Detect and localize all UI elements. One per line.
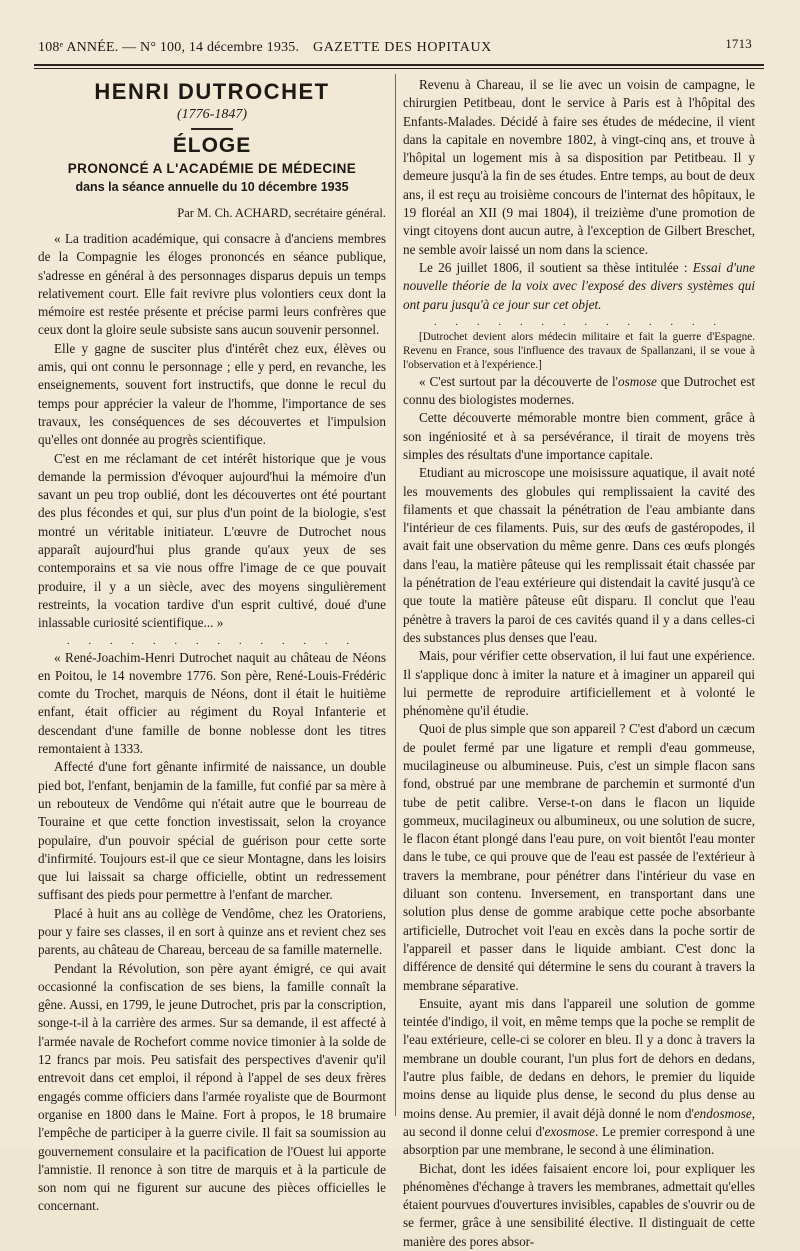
- article-title: HENRI DUTROCHET: [94, 79, 330, 104]
- article-subheading: PRONONCÉ A L'ACADÉMIE DE MÉDECINE: [67, 161, 357, 176]
- text-run: Ensuite, ayant mis dans l'appareil une solution de gomme teintée d'indigo, il voit, en même temps que la poche se remplit de l'eau extérieure, celle-ci se colorer en bleu. Il y a donc à travers la membrane un double courant, l'un plus fort de dehors en dedans, l'autre plus faible, de dedans en dehors, le premier du liquide moins dense au liquide plus dense, le second du plus dense au moins dense. Au premier, il avait déjà donné le nom d': [403, 995, 755, 1121]
- publication-name: GAZETTE DES HOPITAUX: [313, 40, 492, 55]
- section-dots: . . . . . . . . . . . . . .: [433, 315, 725, 328]
- term-endosmose: endosmose: [693, 1105, 752, 1121]
- column-separator: [395, 74, 396, 1116]
- text-run: . Le premier correspond à une absorption par une membrane, le second à une élimination.: [403, 1123, 755, 1158]
- right-column: [403, 76, 755, 1251]
- article-heading: ÉLOGE: [172, 134, 252, 157]
- page-number: 1713: [725, 36, 752, 51]
- issue-info: 108ᵉ ANNÉE. — N° 100, 14 décembre 1935.: [38, 40, 300, 55]
- paragraph: Quoi de plus simple que son appareil ? C'est d'abord un cæcum de poulet fermé par une ligature et rempli d'eau gommeuse, mucilagineuse ou albumineuse. Puis, c'est un simple flacon sans fond, obstrué par une membrane de parchemin et surmonté d'un tube de petit calibre. Verse-t-on dans le flacon un liquide gommeux, mucilagineux ou albumineux, ou une solution de sucre, le flacon étant plongé dans l'eau pure, on voit bientôt l'eau monter dans le tube, ce qui prouve que de l'eau est passée de l'extérieur à travers la membrane, pour pénétrer dans l'intérieur du vase en diluant son contenu. Inversement, en transportant dans une solution plus dense de gomme arabique cette poche absorbante artificielle, Dutrochet voit l'eau en excès dans la poche sortir de l'appareil et passer dans le liquide ambiant. C'est donc la différence de densité qui détermine le sens du courant à travers la membrane séparative.: [403, 721, 755, 993]
- text-run: , au second il donne celui d': [403, 1105, 755, 1139]
- paragraph: Cette découverte mémorable montre bien comment, grâce à son ingéniosité et à sa persévérance, il tirait de moyens très simples des résultats d'une importance capitale.: [403, 410, 755, 462]
- paragraph: Pendant la Révolution, son père ayant émigré, ce qui avait occasionné la confiscation de ses biens, la famille connaît la gêne. Aussi, en 1799, le jeune Dutrochet, pris par la conscription, songe-t-il à la carrière des armes. Sur sa demande, il est affecté à l'armée navale de Rochefort comme novice timonier à la solde de 12 francs par mois. Peu satisfait des perspectives d'avenir qu'il entrevoit dans cet emploi, il répond à l'appel de ses deux frères engagés comme officiers dans l'armée royaliste que de Bourmont organise en 1800 dans le Maine. Fort à propos, le 18 brumaire l'empêche de participer à la guerre civile. Il fait sa soumission au gouvernement consulaire et la pacification de l'Ouest lui apporte l'amnistie. Il renonce à son titre de marquis et à la particule de son nom qui ne figurent sur aucune des pièces officielles le concernant.: [38, 960, 386, 1214]
- paragraph-thesis: [403, 259, 755, 314]
- paragraph: Mais, pour vérifier cette observation, il lui faut une expérience. Il s'applique donc à imiter la nature et à imaginer un appareil qui lui permette de reproduire artificiellement et à volonté le phénomène qu'il étudie.: [403, 648, 755, 719]
- term-osmose: osmose: [618, 373, 657, 389]
- term-exosmose: exosmose: [544, 1123, 596, 1139]
- article-author: Par M. Ch. ACHARD, secrétaire général.: [177, 206, 386, 220]
- title-rule: [191, 128, 233, 130]
- text-run: que Dutrochet est connu des biologistes modernes.: [403, 373, 756, 408]
- paragraph: Affecté d'une fort gênante infirmité de naissance, un double pied bot, l'enfant, benjamin de la famille, fut confié par sa mère à un rebouteux de Vendôme qui n'était autre que le bourreau de Touraine et que cette fonction investissait, selon la croyance populaire, d'un pouvoir spécial de guérison pour cette sorte d'infirmité. Toujours est-il que ce sieur Montagne, dans les loisirs que lui laissait sa charge officielle, obtint un redressement suffisant des pieds pour permettre à l'enfant de marcher.: [38, 759, 386, 903]
- article-dates: (1776-1847): [177, 107, 247, 122]
- paragraph: « René-Joachim-Henri Dutrochet naquit au château de Néons en Poitou, le 14 novembre 1776. Son père, René-Louis-Frédéric comte du Trochet, marquis de Néons, dont il était le huitième enfant, était officier au régiment du Royal Infanterie et descendant d'une famille de bonne noblesse dont les titres remontaient à 1333.: [38, 649, 386, 757]
- paragraph: Placé à huit ans au collège de Vendôme, chez les Oratoriens, pour y faire ses classes, il en sort à quinze ans et revient chez ses parents, au château de Chareau, berceau de sa famille maternelle.: [38, 905, 386, 958]
- paragraph-osmose: [403, 373, 755, 410]
- text-run: « C'est surtout par la découverte de l': [419, 373, 619, 389]
- header-rule-thick: [34, 64, 764, 66]
- paragraph: « La tradition académique, qui consacre à d'anciens membres de la Compagnie les éloges prononcés en séance publique, s'adresse en général à des personnages disparus depuis un temps relativement court. Elle fait revivre plus volontiers ceux dont la mémoire est restée présente et précise parmi leurs confrères que ceux dont la gloire seule subsiste sans aucun souvenir personnel.: [38, 231, 386, 338]
- paragraph: C'est en me réclamant de cet intérêt historique que je vous demande la permission d'évoquer aujourd'hui la mémoire d'un savant un peu trop oublié, dont les découvertes ont été pourtant des plus fécondes et qui, sur plus d'un point de la biologie, s'est montré un véritable initiateur. L'œuvre de Dutrochet nous apparaît aujourd'hui plus grande qu'aux yeux de ses contemporains et sa vie nous offre l'image de ce que pouvait produire, il y a un siècle, avec des moyens singulièrement restreints, la vocation tardive d'un esprit cultivé, doué d'une inlassable curiosité scientifique... »: [38, 450, 386, 631]
- section-dots: . . . . . . . . . . . . . .: [66, 634, 358, 647]
- paragraph: Revenu à Chareau, il se lie avec un voisin de campagne, le chirurgien Petitbeau, dont le service à Paris est à l'hôpital des Enfants-Malades. Décidé à faire ses études de médecine, il vient dans la capitale en novembre 1802, à vingt-cinq ans, et trouve à l'hôpital un logement mis à sa disposition par Petitbeau. Il y demeure jusqu'à la fin de ses études. Entre temps, au bout de deux ans, il est reçu au troisième concours de l'internat des hôpitaux, le 19 floréal an XII (9 mai 1804), il treizième d'une promotion de vingt citoyens dont aucun autre, à l'exception de Gilbert Breschet, ne semble avoir laissé un nom dans la science.: [403, 77, 755, 257]
- editorial-note: [Dutrochet devient alors médecin militaire et fait la guerre d'Espagne. Revenu en France, sous l'influence des travaux de Spallanzani, il se voue à l'observation et à l'expérience.]: [403, 330, 755, 372]
- left-column: [38, 76, 386, 1216]
- header-rule-thin: [34, 68, 764, 69]
- paragraph: Bichat, dont les idées faisaient encore loi, pour expliquer les phénomènes d'échange à travers les membranes, admettait qu'elles étaient pourvues d'ouvertures invisibles, capables de s'ouvrir ou de se fermer, grâce à une sensibilité élective. Il distinguait de cette manière des pores absor-: [403, 1160, 755, 1249]
- paragraph: Etudiant au microscope une moisissure aquatique, il avait noté les mouvements des globules qui remplissaient la cavité des filaments et que chassait la pénétration de l'eau ambiante dans l'intérieur de ces filaments. Puis, sur des œufs de gastéropodes, il avait fait une observation du même genre. Dans ces œufs plongés dans l'eau, la matière pâteuse qui les remplissait était chassée par la pénétration de l'eau extérieure qui distendait la cavité jusqu'à ce que toute la matière pâteuse eût disparu. Il conclut que l'eau pénètre à travers la paroi de ces cavités quand il y a dans celles-ci des substances plus denses que l'eau.: [403, 465, 755, 645]
- paragraph: Elle y gagne de susciter plus d'intérêt chez eux, élèves ou amis, qui ont connu le personnage ; elle y perd, en revanche, les enseignements, souvent fort instructifs, que donne le recul du temps pour apprécier la valeur de l'homme, l'importance de ses travaux, les conséquences de ses découvertes et l'impulsion qu'elles ont donnée au progrès scientifique.: [38, 340, 386, 448]
- thesis-title: Essai d'une nouvelle théorie de la voix avec l'exposé des divers systèmes qui ont paru jusqu'à ce jour sur cet objet.: [403, 259, 755, 312]
- paragraph-endosmose: [403, 995, 755, 1160]
- article-subheading-date: dans la séance annuelle du 10 décembre 1935: [75, 180, 349, 194]
- page-header: [38, 36, 752, 58]
- text-run: Le 26 juillet 1806, il soutient sa thèse intitulée :: [419, 259, 693, 275]
